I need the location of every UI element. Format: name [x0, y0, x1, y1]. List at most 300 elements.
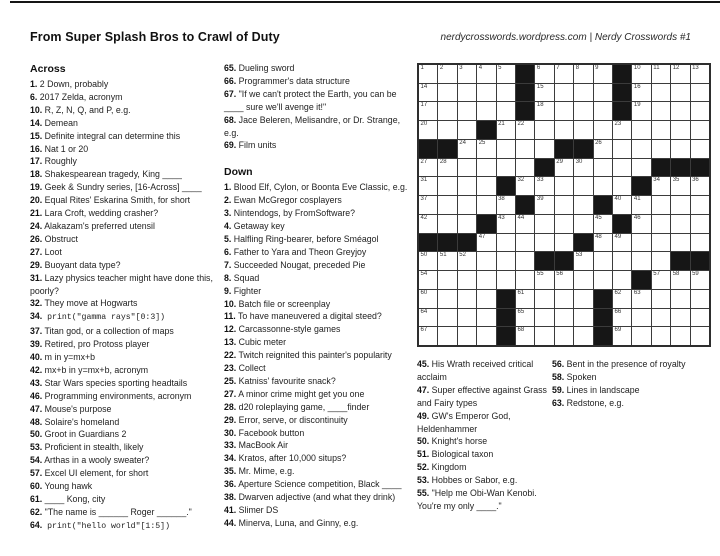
- clue: 24. Alakazam's preferred utensil: [30, 220, 155, 231]
- grid-cell[interactable]: [555, 327, 573, 345]
- clue: 66. Programmer's data structure: [224, 75, 350, 86]
- grid-cell[interactable]: [535, 271, 553, 289]
- grid-cell[interactable]: [516, 290, 534, 308]
- clue: 60. Young hawk: [30, 481, 93, 492]
- grid-cell[interactable]: [594, 140, 612, 158]
- grid-cell-black: [671, 252, 689, 270]
- grid-cell-number: 4: [478, 65, 483, 71]
- grid-cell[interactable]: [516, 252, 534, 270]
- grid-cell[interactable]: [555, 177, 573, 195]
- grid-cell-black: [535, 252, 553, 270]
- grid-cell[interactable]: [458, 140, 476, 158]
- grid-cell[interactable]: [613, 290, 631, 308]
- grid-cell[interactable]: [477, 327, 495, 345]
- across-clues-column: [30, 62, 222, 534]
- clue: 14. Demean: [30, 117, 78, 128]
- grid-cell[interactable]: [497, 252, 515, 270]
- clue: 35. Mr. Mime, e.g.: [224, 466, 295, 477]
- clue: 62. "The name is ______ Roger ______.": [30, 506, 192, 517]
- grid-cell[interactable]: [497, 102, 515, 120]
- grid-cell[interactable]: [652, 65, 670, 83]
- grid-cell[interactable]: [632, 121, 650, 139]
- grid-cell[interactable]: [555, 159, 573, 177]
- grid-cell[interactable]: [574, 177, 592, 195]
- grid-cell-number: 26: [595, 139, 602, 146]
- grid-cell[interactable]: [574, 327, 592, 345]
- grid-cell[interactable]: [671, 121, 689, 139]
- grid-cell[interactable]: [458, 196, 476, 214]
- grid-cell[interactable]: [497, 196, 515, 214]
- grid-cell[interactable]: [574, 290, 592, 308]
- clue: 36. Aperture Science competition, Black ____: [224, 479, 402, 490]
- down-clue-list-4: [552, 358, 714, 410]
- clue: 38. Dwarven adjective (and what they drink): [224, 492, 396, 503]
- clue: 48. Solaire's homeland: [30, 416, 120, 427]
- grid-cell[interactable]: [671, 140, 689, 158]
- grid-cell[interactable]: [497, 84, 515, 102]
- grid-cell[interactable]: [652, 234, 670, 252]
- grid-cell[interactable]: [691, 234, 709, 252]
- grid-cell[interactable]: [535, 177, 553, 195]
- grid-cell[interactable]: [438, 290, 456, 308]
- clue: 7. Succeeded Nougat, preceded Pie: [224, 259, 366, 270]
- grid-cell[interactable]: [671, 234, 689, 252]
- grid-cell[interactable]: [632, 215, 650, 233]
- grid-cell[interactable]: [691, 215, 709, 233]
- clue: 5. Halfling Ring-bearer, before Sméagol: [224, 233, 379, 244]
- grid-cell-number: 25: [478, 139, 486, 146]
- grid-cell[interactable]: [419, 271, 437, 289]
- clue: 4. Getaway key: [224, 221, 285, 232]
- grid-cell[interactable]: [574, 84, 592, 102]
- grid-cell[interactable]: [419, 65, 437, 83]
- grid-cell[interactable]: [594, 102, 612, 120]
- clue: 68. Jace Beleren, Melisandre, or Dr. Strange, e.g.: [224, 114, 401, 138]
- grid-cell[interactable]: [613, 309, 631, 327]
- grid-cell[interactable]: [555, 290, 573, 308]
- grid-cell[interactable]: [458, 121, 476, 139]
- grid-cell-black: [652, 159, 670, 177]
- grid-cell-black: [497, 290, 515, 308]
- grid-cell[interactable]: [438, 271, 456, 289]
- grid-cell-number: 46: [633, 214, 641, 221]
- grid-cell-black: [516, 65, 534, 83]
- grid-cell[interactable]: [555, 84, 573, 102]
- grid-cell-black: [477, 215, 495, 233]
- grid-cell[interactable]: [555, 234, 573, 252]
- grid-cell[interactable]: [594, 252, 612, 270]
- clue: 55. "Help me Obi-Wan Kenobi. You're my only ____.": [417, 488, 537, 511]
- grid-cell-number: 68: [517, 327, 525, 334]
- grid-cell[interactable]: [613, 271, 631, 289]
- clue: 12. Carcassonne-style games: [224, 324, 341, 335]
- grid-cell[interactable]: [458, 290, 476, 308]
- clue: 23. Collect: [224, 363, 266, 374]
- grid-cell-number: 20: [420, 121, 428, 128]
- grid-cell-number: 34: [653, 177, 660, 184]
- grid-cell[interactable]: [613, 196, 631, 214]
- grid-cell-number: 69: [614, 327, 622, 334]
- grid-cell-number: 22: [517, 121, 525, 128]
- clue: 51. Biological taxon: [417, 449, 494, 460]
- grid-cell[interactable]: [477, 177, 495, 195]
- grid-cell[interactable]: [632, 290, 650, 308]
- grid-cell[interactable]: [535, 309, 553, 327]
- grid-cell[interactable]: [632, 234, 650, 252]
- grid-cell[interactable]: [555, 196, 573, 214]
- grid-cell-number: 67: [420, 327, 428, 334]
- grid-cell-number: 2: [439, 65, 444, 71]
- grid-cell[interactable]: [613, 234, 631, 252]
- grid-cell-number: 59: [692, 271, 699, 278]
- grid-cell[interactable]: [691, 290, 709, 308]
- grid-cell[interactable]: [613, 327, 631, 345]
- grid-cell[interactable]: [477, 84, 495, 102]
- clue: 42. mx+b in y=mx+b, acronym: [30, 364, 149, 375]
- grid-cell[interactable]: [535, 121, 553, 139]
- across-heading: Across: [30, 63, 66, 75]
- grid-cell[interactable]: [535, 140, 553, 158]
- grid-cell[interactable]: [419, 215, 437, 233]
- grid-cell-black: [594, 290, 612, 308]
- grid-cell[interactable]: [691, 271, 709, 289]
- down-clue-list-3: [417, 358, 549, 513]
- grid-cell[interactable]: [477, 252, 495, 270]
- grid-cell[interactable]: [497, 159, 515, 177]
- grid-cell-black: [594, 327, 612, 345]
- grid-cell[interactable]: [458, 65, 476, 83]
- grid-cell-number: 50: [420, 252, 428, 259]
- grid-cell[interactable]: [419, 84, 437, 102]
- grid-cell[interactable]: [458, 252, 476, 270]
- grid-cell[interactable]: [497, 140, 515, 158]
- grid-cell[interactable]: [477, 196, 495, 214]
- grid-cell-number: 66: [614, 308, 622, 315]
- grid-cell[interactable]: [574, 215, 592, 233]
- grid-cell[interactable]: [477, 309, 495, 327]
- grid-cell[interactable]: [419, 309, 437, 327]
- middle-clues-column: [224, 62, 414, 530]
- grid-cell[interactable]: [652, 252, 670, 270]
- grid-cell[interactable]: [535, 234, 553, 252]
- grid-cell[interactable]: [671, 65, 689, 83]
- grid-cell[interactable]: [497, 121, 515, 139]
- grid-cell[interactable]: [516, 159, 534, 177]
- grid-cell-black: [516, 102, 534, 120]
- grid-cell[interactable]: [497, 65, 515, 83]
- clue: 50. Knight's horse: [417, 436, 488, 447]
- grid-cell-number: 7: [556, 65, 560, 71]
- grid-cell[interactable]: [574, 309, 592, 327]
- grid-cell[interactable]: [516, 234, 534, 252]
- grid-cell[interactable]: [555, 271, 573, 289]
- grid-cell[interactable]: [632, 196, 650, 214]
- grid-cell[interactable]: [652, 121, 670, 139]
- grid-cell[interactable]: [671, 327, 689, 345]
- grid-cell[interactable]: [632, 140, 650, 158]
- grid-cell-number: 5: [498, 65, 502, 71]
- clue: 53. Hobbes or Sabor, e.g.: [417, 475, 518, 486]
- grid-cell[interactable]: [652, 84, 670, 102]
- grid-cell-number: 19: [633, 102, 641, 109]
- grid-cell[interactable]: [438, 196, 456, 214]
- grid-cell[interactable]: [652, 290, 670, 308]
- grid-cell[interactable]: [671, 271, 689, 289]
- grid-cell[interactable]: [594, 84, 612, 102]
- clue: 47. Mouse's purpose: [30, 403, 112, 414]
- grid-cell-black: [535, 159, 553, 177]
- grid-cell[interactable]: [516, 309, 534, 327]
- grid-cell[interactable]: [613, 159, 631, 177]
- grid-cell[interactable]: [419, 102, 437, 120]
- grid-cell-black: [632, 271, 650, 289]
- grid-cell[interactable]: [652, 327, 670, 345]
- grid-cell-number: 6: [536, 65, 541, 71]
- grid-cell[interactable]: [632, 65, 650, 83]
- grid-cell[interactable]: [671, 215, 689, 233]
- grid-cell[interactable]: [438, 327, 456, 345]
- grid-cell[interactable]: [574, 196, 592, 214]
- grid-cell[interactable]: [613, 140, 631, 158]
- grid-cell-number: 45: [595, 214, 602, 221]
- clue: 21. Lara Croft, wedding crasher?: [30, 208, 159, 219]
- grid-cell[interactable]: [632, 159, 650, 177]
- grid-cell-number: 18: [536, 102, 544, 109]
- clue: 64. print("hello world"[1:5]): [30, 519, 170, 531]
- grid-cell[interactable]: [671, 177, 689, 195]
- grid-cell-number: 8: [575, 65, 580, 71]
- grid-cell-number: 51: [439, 252, 447, 259]
- grid-cell[interactable]: [477, 159, 495, 177]
- grid-cell[interactable]: [535, 84, 553, 102]
- clue: 3. Nintendogs, by FromSoftware?: [224, 208, 356, 219]
- grid-cell[interactable]: [438, 309, 456, 327]
- grid-cell[interactable]: [652, 177, 670, 195]
- grid-cell-number: 14: [420, 83, 428, 90]
- grid-cell-number: 38: [498, 196, 505, 203]
- clue: 56. Bent in the presence of royalty: [552, 359, 686, 369]
- grid-cell-number: 3: [459, 65, 463, 71]
- clue: 11. To have maneuvered a digital steed?: [224, 311, 382, 322]
- grid-cell-black: [477, 121, 495, 139]
- grid-cell[interactable]: [671, 290, 689, 308]
- grid-cell[interactable]: [419, 196, 437, 214]
- grid-cell[interactable]: [594, 65, 612, 83]
- grid-cell[interactable]: [652, 102, 670, 120]
- grid-cell[interactable]: [574, 159, 592, 177]
- grid-cell[interactable]: [574, 102, 592, 120]
- grid-cell[interactable]: [438, 177, 456, 195]
- grid-cell[interactable]: [516, 327, 534, 345]
- grid-cell[interactable]: [613, 177, 631, 195]
- grid-cell[interactable]: [419, 177, 437, 195]
- clue: 65. Dueling sword: [224, 63, 295, 73]
- down-clues-column-4: [552, 358, 714, 410]
- clue: 29. Error, serve, or discontinuity: [224, 414, 348, 425]
- grid-cell[interactable]: [497, 234, 515, 252]
- grid-cell[interactable]: [652, 140, 670, 158]
- clue: 40. m in y=mx+b: [30, 352, 96, 363]
- clue: 34. print("gamma rays"[0:3]): [30, 311, 166, 323]
- grid-cell[interactable]: [477, 290, 495, 308]
- grid-cell[interactable]: [691, 309, 709, 327]
- grid-cell[interactable]: [632, 252, 650, 270]
- grid-cell[interactable]: [458, 84, 476, 102]
- grid-cell[interactable]: [555, 121, 573, 139]
- grid-cell[interactable]: [535, 102, 553, 120]
- grid-cell[interactable]: [555, 102, 573, 120]
- grid-cell[interactable]: [613, 121, 631, 139]
- grid-cell[interactable]: [535, 290, 553, 308]
- grid-cell-number: 31: [420, 177, 428, 184]
- grid-cell[interactable]: [535, 65, 553, 83]
- grid-cell[interactable]: [594, 177, 612, 195]
- grid-cell-number: 65: [517, 308, 525, 315]
- grid-cell-black: [497, 177, 515, 195]
- grid-cell[interactable]: [535, 215, 553, 233]
- grid-cell[interactable]: [438, 252, 456, 270]
- clue: 41. Slimer DS: [224, 505, 279, 515]
- grid-cell-black: [555, 140, 573, 158]
- grid-cell[interactable]: [652, 196, 670, 214]
- grid-cell-black: [691, 159, 709, 177]
- grid-cell[interactable]: [652, 309, 670, 327]
- grid-cell-number: 16: [633, 83, 641, 90]
- grid-cell[interactable]: [652, 271, 670, 289]
- grid-cell-number: 53: [575, 252, 583, 259]
- clue: 61. ____ Kong, city: [30, 494, 106, 504]
- grid-cell-black: [613, 84, 631, 102]
- site-credit: nerdycrosswords.wordpress.com | Nerdy Crosswords #1: [440, 32, 691, 43]
- grid-cell-number: 30: [575, 158, 583, 165]
- grid-cell[interactable]: [419, 159, 437, 177]
- grid-cell[interactable]: [574, 121, 592, 139]
- grid-cell[interactable]: [458, 327, 476, 345]
- grid-cell-black: [419, 234, 437, 252]
- grid-cell-number: 28: [439, 158, 447, 165]
- grid-cell[interactable]: [691, 84, 709, 102]
- grid-cell[interactable]: [632, 84, 650, 102]
- grid-cell[interactable]: [671, 196, 689, 214]
- grid-cell[interactable]: [497, 271, 515, 289]
- grid-cell-black: [613, 65, 631, 83]
- grid-cell[interactable]: [535, 196, 553, 214]
- clue: 10. R, Z, N, Q, and P, e.g.: [30, 104, 131, 115]
- grid-cell[interactable]: [671, 102, 689, 120]
- grid-cell[interactable]: [477, 271, 495, 289]
- grid-cell-number: 36: [692, 177, 699, 184]
- grid-cell[interactable]: [691, 327, 709, 345]
- grid-cell-number: 24: [459, 139, 466, 146]
- clue: 27. A minor crime might get you one: [224, 388, 365, 399]
- grid-cell[interactable]: [497, 215, 515, 233]
- grid-cell[interactable]: [458, 102, 476, 120]
- grid-cell[interactable]: [438, 215, 456, 233]
- grid-cell-number: 33: [536, 177, 544, 184]
- grid-cell[interactable]: [691, 196, 709, 214]
- grid-cell[interactable]: [594, 121, 612, 139]
- grid-cell-number: 44: [517, 214, 525, 221]
- grid-cell[interactable]: [613, 252, 631, 270]
- grid-cell-number: 1: [420, 65, 424, 71]
- grid-cell[interactable]: [458, 177, 476, 195]
- clue: 2. Ewan McGregor cosplayers: [224, 195, 342, 206]
- grid-cell[interactable]: [516, 121, 534, 139]
- grid-cell[interactable]: [555, 65, 573, 83]
- grid-cell-number: 40: [614, 196, 622, 203]
- grid-cell[interactable]: [516, 140, 534, 158]
- grid-cell[interactable]: [691, 121, 709, 139]
- grid-cell[interactable]: [691, 140, 709, 158]
- grid-cell[interactable]: [594, 271, 612, 289]
- grid-cell[interactable]: [477, 102, 495, 120]
- grid-cell[interactable]: [419, 327, 437, 345]
- grid-cell-number: 29: [556, 158, 563, 165]
- grid-cell[interactable]: [671, 84, 689, 102]
- down-clue-list: [224, 181, 414, 529]
- clue: 32. They move at Hogwarts: [30, 298, 138, 309]
- grid-cell[interactable]: [516, 271, 534, 289]
- grid-cell[interactable]: [691, 177, 709, 195]
- clue: 52. Kingdom: [417, 462, 467, 473]
- grid-cell[interactable]: [419, 252, 437, 270]
- clue: 1. Blood Elf, Cylon, or Boonta Eve Classic, e.g.: [224, 182, 408, 193]
- grid-cell[interactable]: [594, 234, 612, 252]
- grid-cell[interactable]: [516, 215, 534, 233]
- grid-cell[interactable]: [632, 309, 650, 327]
- grid-cell-number: 35: [672, 177, 680, 184]
- grid-cell[interactable]: [632, 327, 650, 345]
- grid-cell[interactable]: [671, 309, 689, 327]
- grid-cell-number: 43: [498, 214, 505, 221]
- grid-cell[interactable]: [691, 102, 709, 120]
- grid-cell[interactable]: [594, 159, 612, 177]
- grid-cell[interactable]: [458, 271, 476, 289]
- grid-cell[interactable]: [477, 234, 495, 252]
- grid-cell[interactable]: [574, 271, 592, 289]
- grid-cell[interactable]: [438, 65, 456, 83]
- grid-cell[interactable]: [419, 290, 437, 308]
- grid-cell[interactable]: [438, 121, 456, 139]
- grid-cell[interactable]: [594, 215, 612, 233]
- grid-cell[interactable]: [458, 215, 476, 233]
- grid-cell[interactable]: [574, 252, 592, 270]
- grid-cell-black: [574, 234, 592, 252]
- grid-cell[interactable]: [632, 102, 650, 120]
- clue: 49. GW's Emperor God, Heldenhammer: [417, 410, 511, 434]
- grid-cell[interactable]: [574, 65, 592, 83]
- grid-cell[interactable]: [652, 215, 670, 233]
- grid-cell-number: 13: [692, 65, 699, 71]
- grid-cell-black: [516, 84, 534, 102]
- grid-cell[interactable]: [458, 159, 476, 177]
- grid-cell[interactable]: [555, 309, 573, 327]
- grid-cell[interactable]: [477, 140, 495, 158]
- grid-cell[interactable]: [438, 84, 456, 102]
- clue: 45. His Wrath received critical acclaim: [417, 359, 534, 382]
- grid-cell[interactable]: [516, 177, 534, 195]
- grid-cell[interactable]: [458, 309, 476, 327]
- grid-cell-number: 49: [614, 233, 622, 240]
- grid-cell[interactable]: [535, 327, 553, 345]
- grid-cell[interactable]: [419, 121, 437, 139]
- grid-cell[interactable]: [477, 65, 495, 83]
- grid-cell[interactable]: [438, 102, 456, 120]
- grid-cell[interactable]: [555, 215, 573, 233]
- grid-cell[interactable]: [438, 159, 456, 177]
- grid-cell-black: [671, 159, 689, 177]
- grid-cell[interactable]: [691, 65, 709, 83]
